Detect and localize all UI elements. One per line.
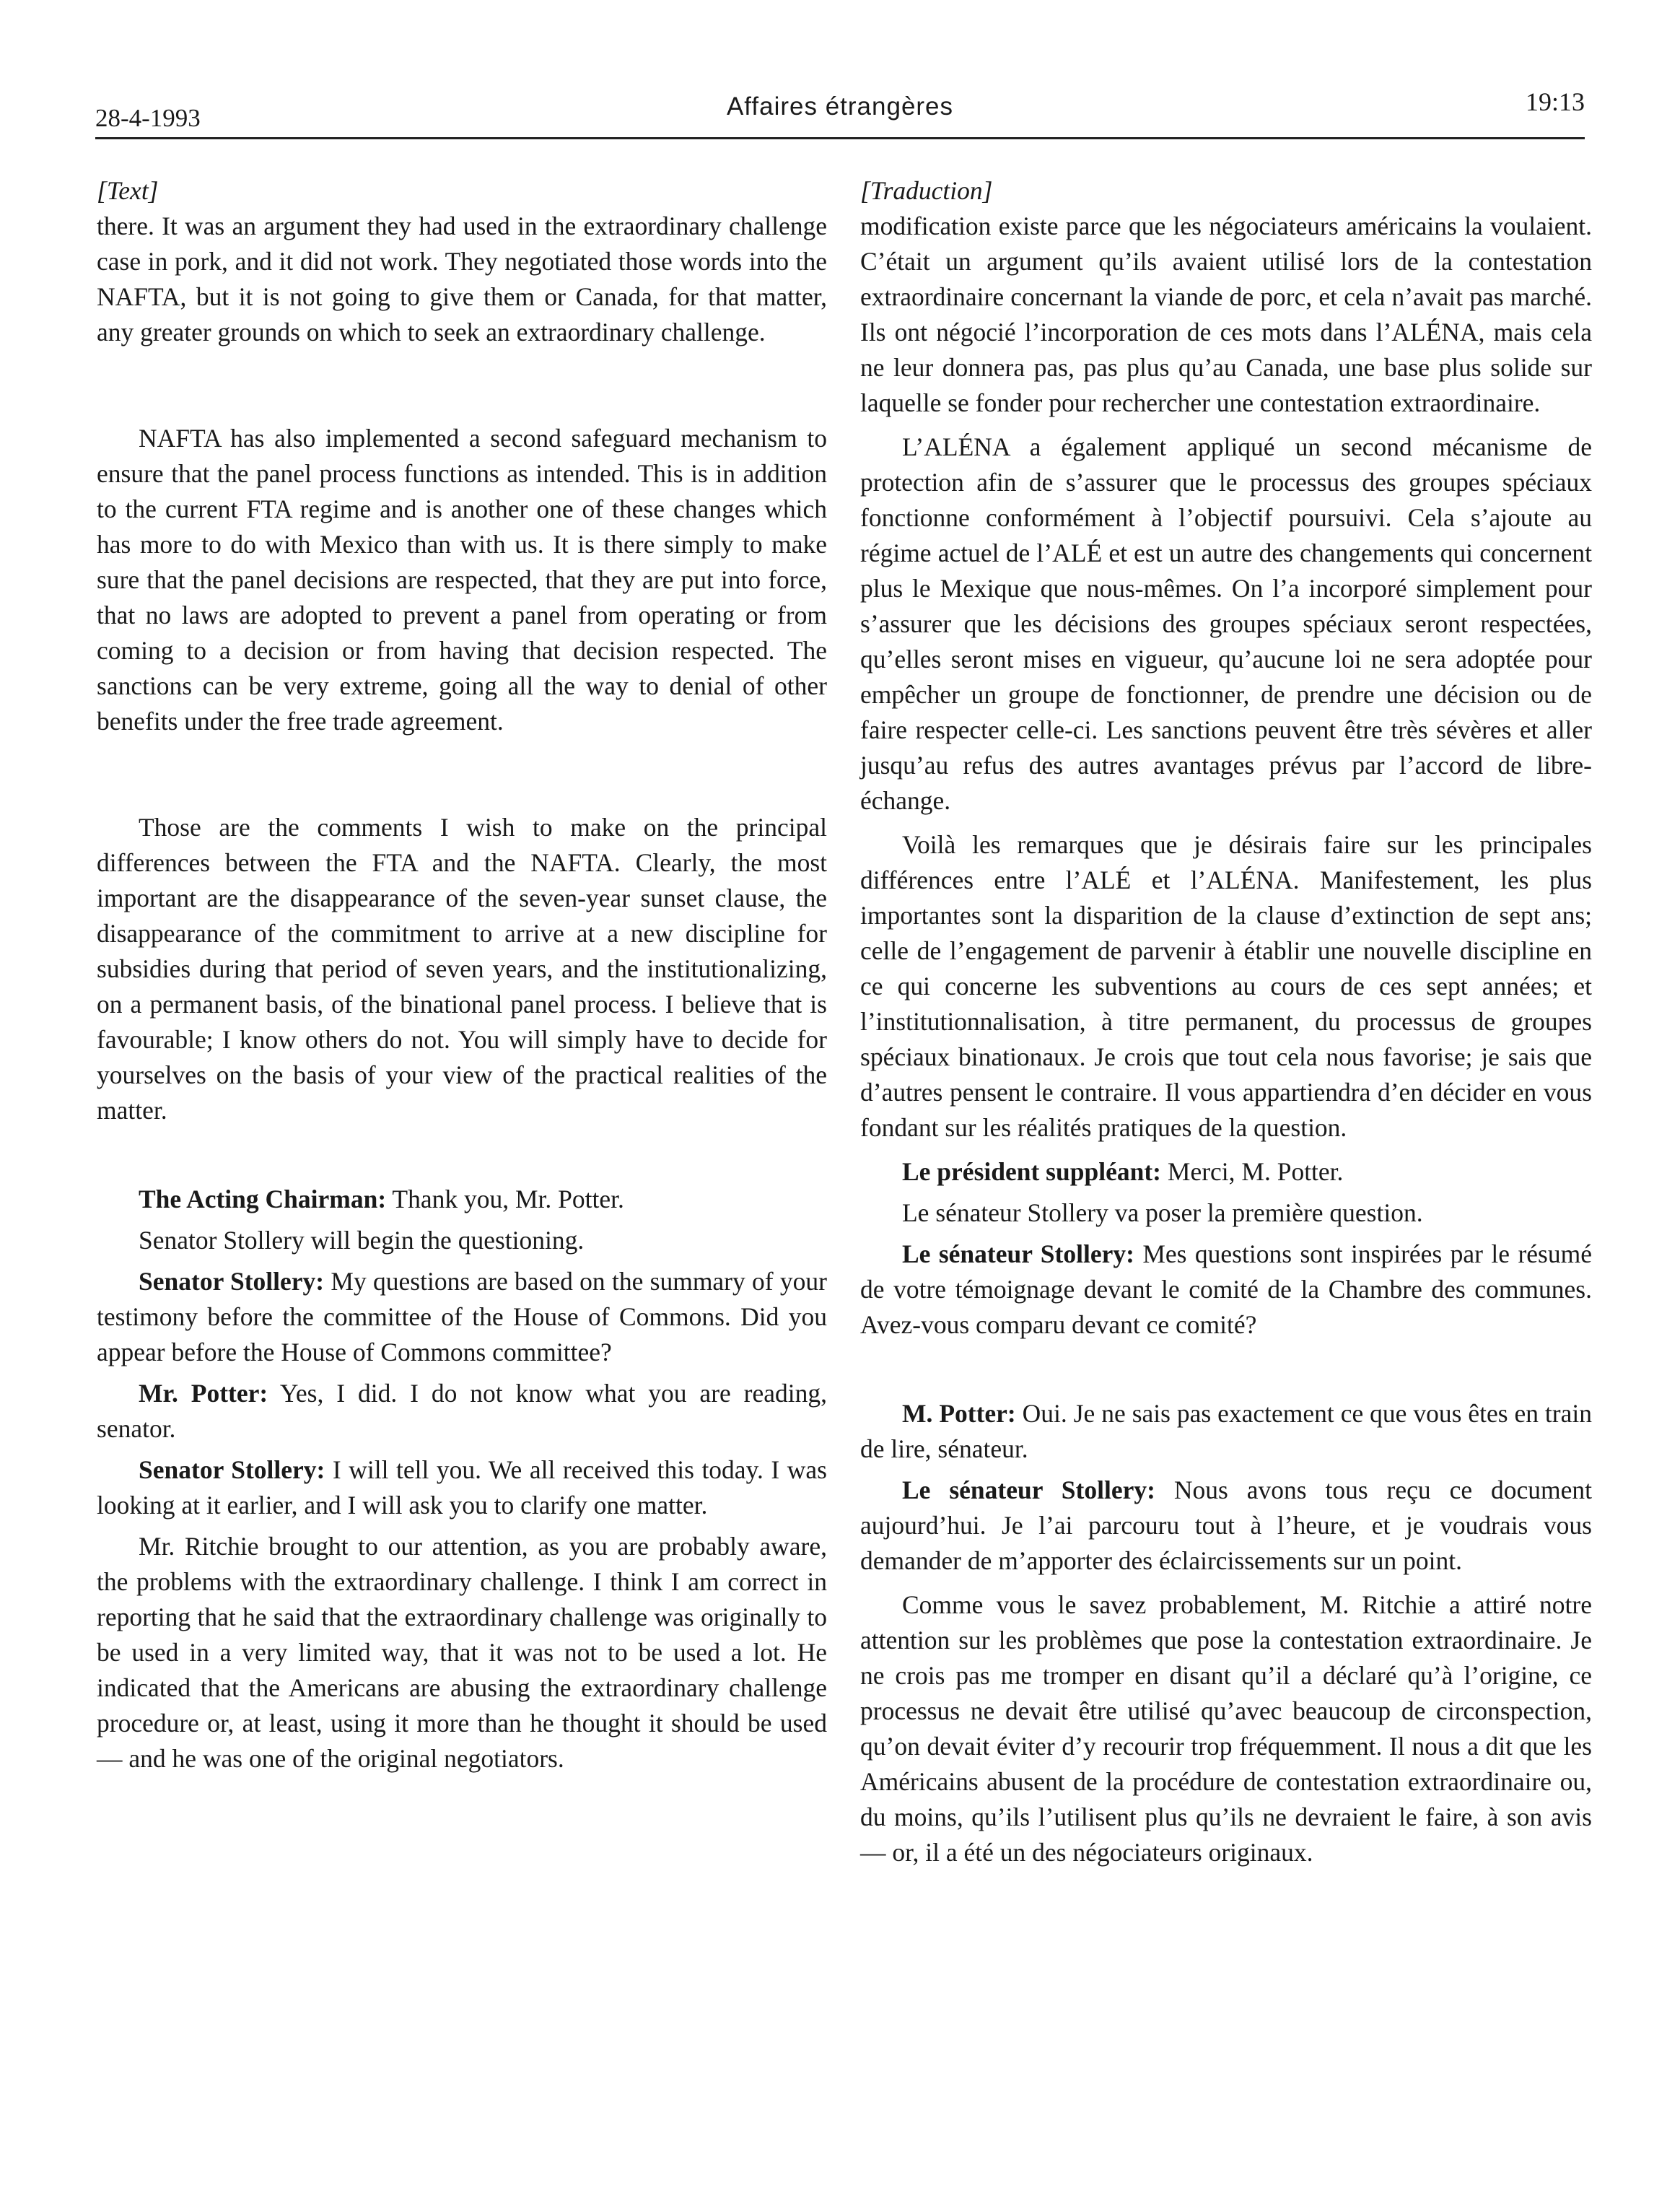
speaker-name: M. Potter: [902,1399,1016,1428]
column-label: [Traduction] [860,176,993,205]
speech-text: Oui. Je ne sais pas exactement ce que vous êtes en train de lire, sénateur. [860,1399,1592,1463]
paragraph: Mr. Ritchie brought to our attention, as you are probably aware, the problems with the extraordinary challenge. I think I am correct in reporting that he said that the extraordinary challenge was originally to be used in a very limited way, that it was not to be used a lot. He indicated that the Americans are abusing the extraordinary challenge procedure or, at least, using it more than he thought it should be used — and he was one of the original negotiators. [97,1532,827,1773]
speech-text: Merci, M. Potter. [1161,1157,1344,1186]
speaker-paragraph [97,1182,827,1217]
header-page-number: 19:13 [1525,87,1585,116]
french-column [860,173,1592,1870]
page-header [95,85,1585,139]
paragraph: modification existe parce que les négociateurs américains la voulaient. C’était un argument qu’ils avaient utilisé lors de la contestation extraordinaire concernant la viande de porc, et cela n’avait pas marché. Ils ont négocié l’incorporation de ces mots dans l’ALÉNA, mais cela ne leur donnera pas, pas plus qu’au Canada, une base plus solide sur laquelle se fonder pour rechercher une contestation extraordinaire. [860,212,1592,417]
speaker-paragraph [97,1264,827,1370]
paragraph: Comme vous le savez probablement, M. Ritchie a attiré notre attention sur les problèmes que pose la contestation extraordinaire. Je ne crois pas me tromper en disant qu’il a déclaré qu’à l’origine, ce processus ne devait être utilisé qu’avec beaucoup de circonspection, qu’on devait éviter d’y recourir trop fréquemment. Il nous a dit que les Américains abusent de la procédure de contestation extraordinaire ou, du moins, qu’ils l’utilisent plus qu’ils ne devraient le faire, à son avis — or, il a été un des négociateurs originaux. [860,1590,1592,1867]
paragraph: Le sénateur Stollery va poser la première question. [902,1198,1423,1227]
speaker-paragraph [860,1154,1592,1190]
paragraph: Those are the comments I wish to make on the principal differences between the FTA and the NAFTA. Clearly, the most important are the disappearance of the seven-year sunset clause, the disappearance of the commitment to arrive at a new discipline for subsidies during that period of seven years, and the institutionalizing, on a permanent basis, of the binational panel process. I believe that is favourable; I know others do not. You will simply have to decide for yourselves on the basis of your view of the practical realities of the matter. [97,813,827,1125]
speech-text: My questions are based on the summary of your testimony before the committee of the House of Commons. Did you appear before the House of Commons committee? [97,1267,827,1366]
speaker-name: Le sénateur Stollery: [902,1475,1155,1504]
speech-text: I will tell you. We all received this today. I was looking at it earlier, and I will ask you to clarify one matter. [97,1455,827,1520]
paragraph: Senator Stollery will begin the questioning. [139,1226,585,1255]
speaker-name: Senator Stollery: [139,1455,325,1484]
english-column [97,173,827,1776]
speaker-name: Mr. Potter: [139,1379,268,1408]
paragraph: there. It was an argument they had used in the extraordinary challenge case in pork, and it did not work. They negotiated those words into the NAFTA, but it is not going to give them or Canada, for that matter, any greater grounds on which to seek an extraordinary challenge. [97,212,827,346]
paragraph: Voilà les remarques que je désirais faire sur les principales différences entre l’ALÉ et l’ALÉNA. Manifestement, les plus importantes sont la disparition de la clause d’extinction de sept ans; celle de l’engagement de parvenir à établir une nouvelle discipline en ce qui concerne les subventions au cours de ces sept années; et l’institutionnalisation, à titre permanent, du processus de groupes spéciaux binationaux. Je crois que tout cela nous favorise; je sais que d’autres pensent le contraire. Il vous appartiendra d’en décider en vous fondant sur les réalités pratiques de la question. [860,830,1592,1142]
header-title: Affaires étrangères [726,92,954,121]
speech-text: Yes, I did. I do not know what you are reading, senator. [97,1379,828,1443]
speech-text: Mes questions sont inspirées par le résumé de votre témoignage devant le comité de la Chambre des communes. Avez-vous comparu devant ce comité? [860,1239,1592,1339]
paragraph: NAFTA has also implemented a second safeguard mechanism to ensure that the panel process functions as intended. This is in addition to the current FTA regime and is another one of these changes which has more to do with Mexico than with us. It is there simply to make sure that the panel decisions are respected, that they are put into force, that no laws are adopted to prevent a panel from operating or from coming to a decision or from having that decision respected. The sanctions can be very extreme, going all the way to denial of other benefits under the free trade agreement. [97,424,827,736]
speaker-name: Le sénateur Stollery: [902,1239,1134,1268]
column-label: [Text] [97,176,159,205]
speech-text: Thank you, Mr. Potter. [386,1185,624,1213]
speaker-paragraph [860,1473,1592,1579]
speaker-paragraph [97,1452,827,1523]
speaker-name: Senator Stollery: [139,1267,325,1296]
speaker-name: Le président suppléant: [902,1157,1161,1186]
speaker-name: The Acting Chairman: [139,1185,387,1213]
speech-text: Nous avons tous reçu ce document aujourd’hui. Je l’ai parcouru tout à l’heure, et je voudrais vous demander de m’apporter des éclaircissements sur un point. [860,1475,1592,1575]
speaker-paragraph [860,1396,1592,1467]
speaker-paragraph [860,1237,1592,1343]
paragraph: L’ALÉNA a également appliqué un second mécanisme de protection afin de s’assurer que le processus des groupes spéciaux fonctionne conformément à l’objectif poursuivi. Cela s’ajoute au régime actuel de l’ALÉ et est un autre des changements qui concernent plus le Mexique que nous-mêmes. On l’a incorporé simplement pour s’assurer que les décisions des groupes spéciaux seront respectées, qu’elles seront mises en vigueur, qu’aucune loi ne sera adoptée pour empêcher un groupe de fonctionner, de prendre une décision ou de faire respecter celle-ci. Les sanctions peuvent être très sévères et aller jusqu’au refus des autres avantages prévus par l’accord de libre-échange. [860,432,1592,815]
header-date: 28-4-1993 [95,104,201,132]
speaker-paragraph [97,1376,827,1447]
